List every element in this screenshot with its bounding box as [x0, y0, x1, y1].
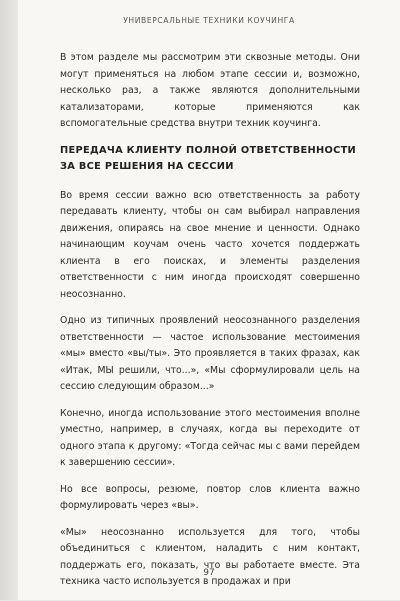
body-paragraph: Во время сессии важно всю ответственность за работу передавать клиенту, чтобы он сам выбирал направления движения, опираясь на свое мнение и ценности. Однако начинающим коучам очень часто хочется поддержать клиента в его поисках, и элементы разделения ответственности с ним иногда происходят совершенно неосознанно. [60, 189, 360, 300]
section-heading: ПЕРЕДАЧА КЛИЕНТУ ПОЛНОЙ ОТВЕТСТВЕННОСТИ ЗА ВСЕ РЕШЕНИЯ НА СЕССИИ [60, 144, 357, 172]
book-page [18, 0, 400, 600]
page-body [60, 50, 360, 601]
body-paragraph: Одно из типичных проявлений неосознанного разделения ответственности — частое использование местоимения «мы» вместо «вы/ты». Это проявляется в таких фразах, как «Итак, МЫ решили, что...», «Мы сформулировали цель на сессию следующим образом...» [60, 315, 360, 392]
intro-paragraph: В этом разделе мы рассмотрим эти сквозные методы. Они могут применяться на любом этапе сессии и, возможно, несколько раз, а также являются дополнительными катализаторами, которые применяются как вспомогательные средства внутри техник коучинга. [60, 52, 360, 129]
running-head: УНИВЕРСАЛЬНЫЕ ТЕХНИКИ КОУЧИНГА [123, 16, 295, 25]
page-gutter-shadow [0, 0, 18, 600]
body-paragraph: «Мы» неосознанно используется для того, чтобы объединиться с клиентом, наладить с ним контакт, поддержать его, показать, что вы работаете вместе. Эта техника часто используется в продажах и при [60, 526, 360, 587]
body-paragraph: Конечно, иногда использование этого местоимения вполне уместно, например, в случаях, когда вы переходите от одного этапа к другому: «Тогда сейчас мы с вами перейдем к завершению сессии». [60, 407, 360, 468]
body-paragraph: Но все вопросы, резюме, повтор слов клиента важно формулировать через «вы». [60, 483, 360, 511]
page-number: 97 [203, 568, 215, 578]
